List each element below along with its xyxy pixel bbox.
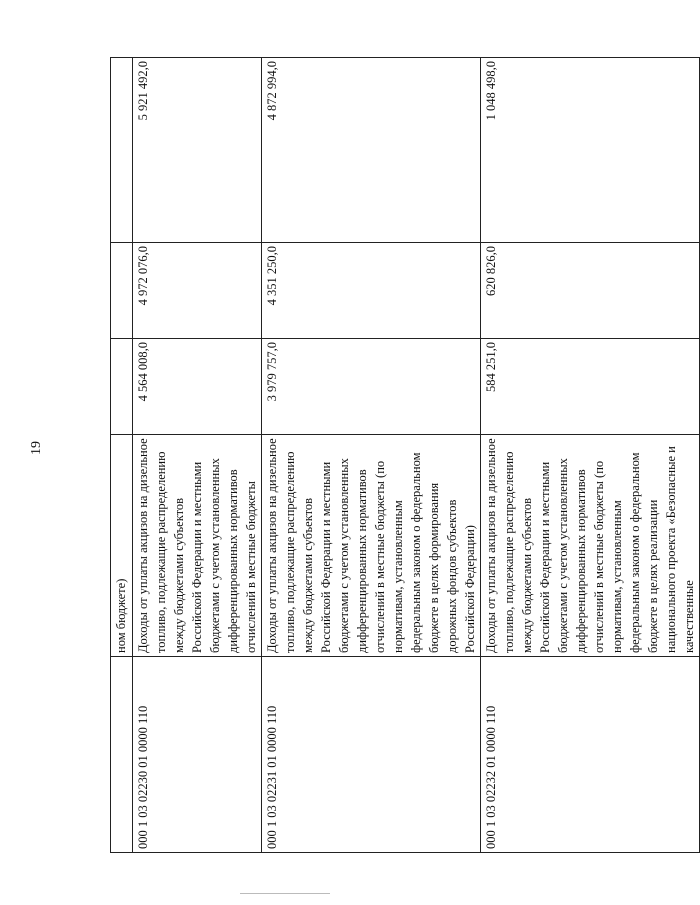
table-row-continued (111, 58, 133, 853)
cell-value-2: 4 972 076,0 (133, 243, 262, 339)
budget-table-rotated (110, 58, 696, 853)
cell-name: ном бюджете) (111, 435, 133, 657)
cell-value-1: 3 979 757,0 (262, 339, 481, 435)
budget-table (110, 57, 700, 853)
cell-code: 000 1 03 02231 01 0000 110 (262, 657, 481, 853)
cell-name (133, 435, 262, 657)
cell-name (262, 435, 481, 657)
cell-value-3: 1 048 498,0 (481, 58, 700, 243)
cell-code: 000 1 03 02232 01 0000 110 (481, 657, 700, 853)
cell-value-2: 620 826,0 (481, 243, 700, 339)
cell-value-3 (111, 58, 133, 243)
cell-value-1: 4 564 008,0 (133, 339, 262, 435)
row-description: Доходы от уплаты акцизов на дизельное топливо, подлежащие распределению между бюджетами субъектов Российской Федерации и местными бюджетами с учетом установленных дифференцированных нормативов отчислений в местные бюджеты (по нормативам, установленным федеральным законом о федеральном бюджете в целях реализации национального проекта «Безопасные и качественные (484, 438, 696, 653)
row-description: Доходы от уплаты акцизов на дизельное топливо, подлежащие распределению между бюджетами субъектов Российской Федерации и местными бюджетами с учетом установленных дифференцированных нормативов отчислений в местные бюджеты (по нормативам, установленным федеральным законом о федеральном бюджете в целях формирования дорожных фондов субъектов Российской Федерации) (265, 438, 477, 653)
cell-name (481, 435, 700, 657)
cell-value-2 (111, 243, 133, 339)
table-row (481, 58, 700, 853)
row-description: Доходы от уплаты акцизов на дизельное топливо, подлежащие распределению между бюджетами субъектов Российской Федерации и местными бюджетами с учетом установленных дифференцированных нормативов отчислений в местные бюджеты (136, 438, 258, 653)
page-number: 19 (29, 441, 44, 455)
cell-value-3: 5 921 492,0 (133, 58, 262, 243)
cell-code: 000 1 03 02230 01 0000 110 (133, 657, 262, 853)
cell-value-1: 584 251,0 (481, 339, 700, 435)
cell-code (111, 657, 133, 853)
scan-artifact-line (240, 893, 330, 894)
table-row (262, 58, 481, 853)
cell-value-1 (111, 339, 133, 435)
cell-value-3: 4 872 994,0 (262, 58, 481, 243)
cell-value-2: 4 351 250,0 (262, 243, 481, 339)
table-row (133, 58, 262, 853)
